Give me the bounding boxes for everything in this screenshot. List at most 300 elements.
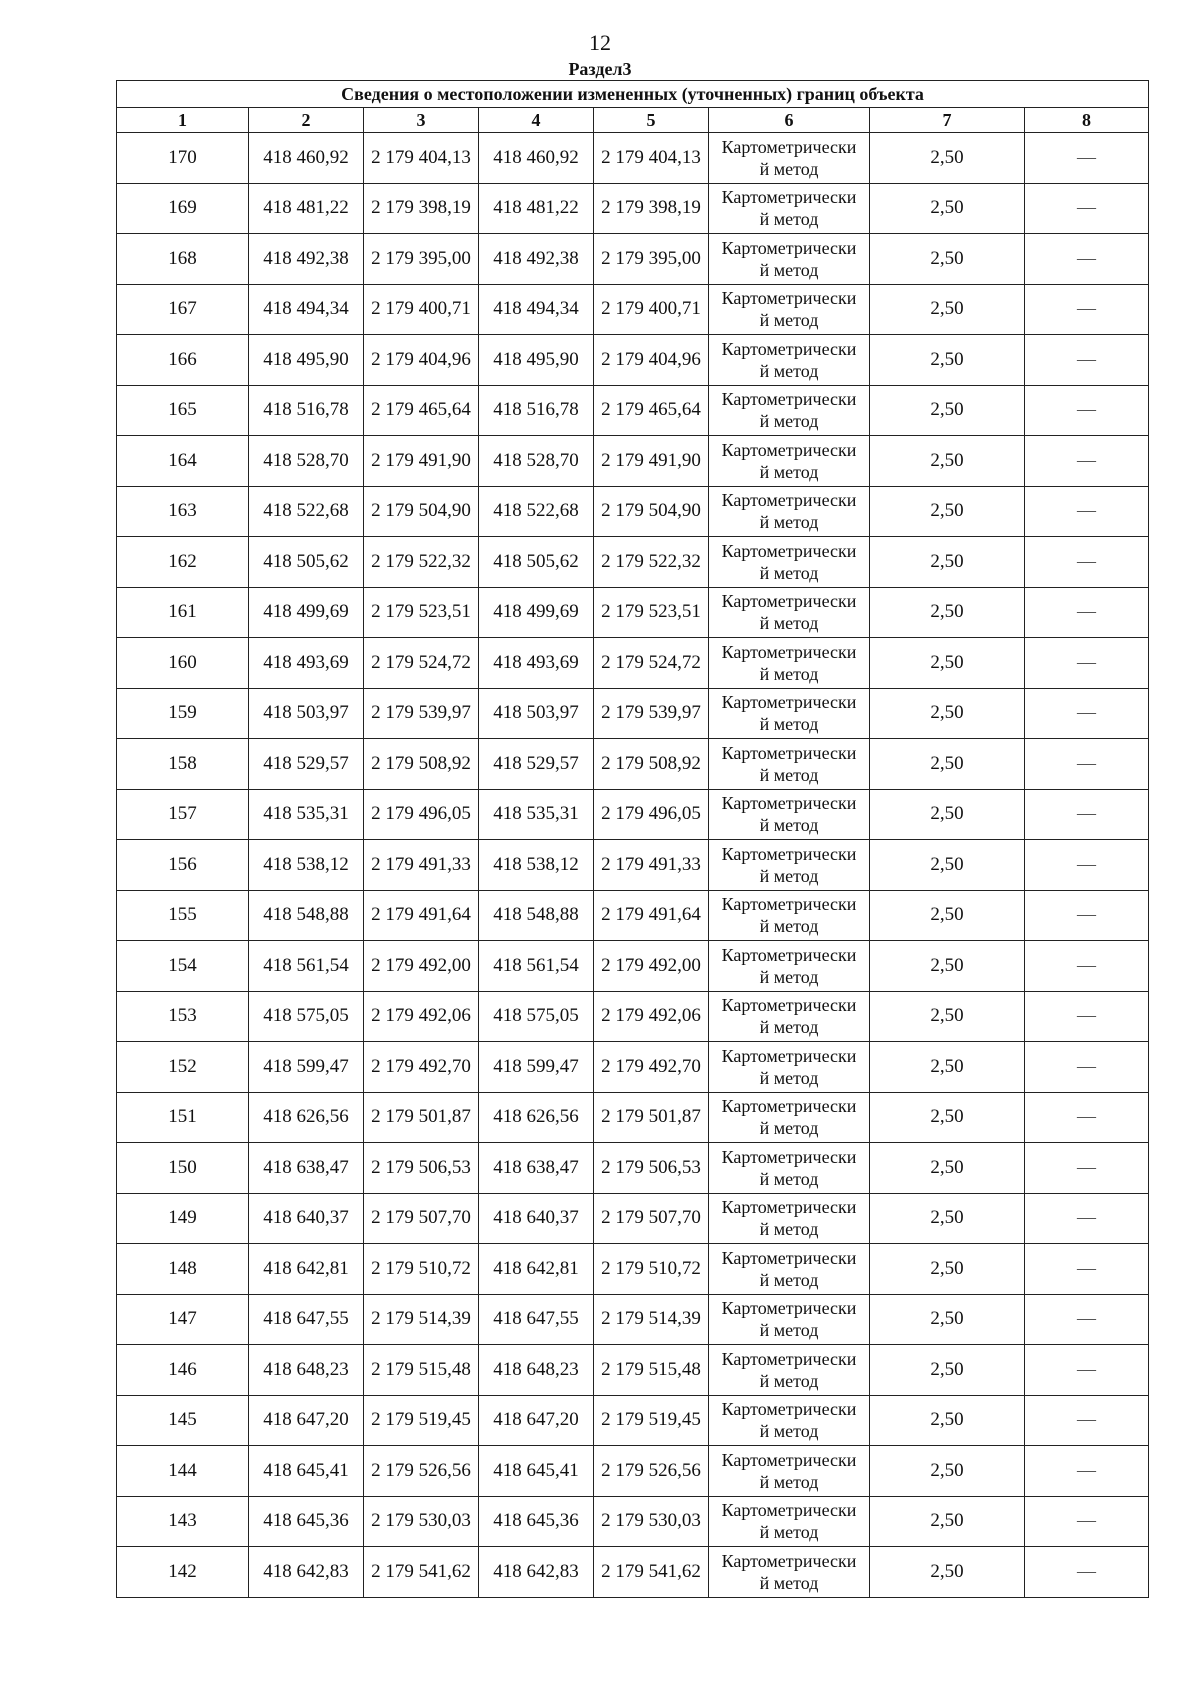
table-row [117,1395,1149,1446]
column-number-row [117,108,1149,133]
description-cell: — [1025,1143,1149,1194]
point-number-cell: 142 [117,1547,249,1598]
x-coordinate-refined-cell: 418 599,47 [479,1042,594,1093]
y-coordinate-refined-cell: 2 179 465,64 [594,385,709,436]
accuracy-cell: 2,50 [870,789,1025,840]
y-coordinate-cell: 2 179 510,72 [364,1244,479,1295]
y-coordinate-cell: 2 179 523,51 [364,587,479,638]
x-coordinate-refined-cell: 418 575,05 [479,991,594,1042]
accuracy-cell: 2,50 [870,638,1025,689]
x-coordinate-cell: 418 642,83 [249,1547,364,1598]
y-coordinate-cell: 2 179 404,96 [364,335,479,386]
method-line-2: й метод [759,1370,819,1391]
point-number-cell: 149 [117,1193,249,1244]
y-coordinate-refined-cell: 2 179 491,33 [594,840,709,891]
description-cell: — [1025,1446,1149,1497]
x-coordinate-cell: 418 548,88 [249,890,364,941]
y-coordinate-refined-cell: 2 179 541,62 [594,1547,709,1598]
table-row [117,1294,1149,1345]
y-coordinate-cell: 2 179 530,03 [364,1496,479,1547]
description-cell: — [1025,284,1149,335]
x-coordinate-refined-cell: 418 495,90 [479,335,594,386]
description-cell: — [1025,486,1149,537]
description-cell: — [1025,133,1149,184]
method-cell [709,1496,870,1547]
method-cell [709,688,870,739]
x-coordinate-cell: 418 575,05 [249,991,364,1042]
point-number-cell: 169 [117,183,249,234]
table-row [117,183,1149,234]
method-line-2: й метод [759,865,819,886]
y-coordinate-cell: 2 179 539,97 [364,688,479,739]
method-line-1: Картометрически [721,1146,857,1167]
table-row [117,789,1149,840]
table-row [117,284,1149,335]
table-row [117,1547,1149,1598]
x-coordinate-refined-cell: 418 648,23 [479,1345,594,1396]
x-coordinate-cell: 418 495,90 [249,335,364,386]
x-coordinate-refined-cell: 418 640,37 [479,1193,594,1244]
x-coordinate-cell: 418 499,69 [249,587,364,638]
y-coordinate-refined-cell: 2 179 398,19 [594,183,709,234]
point-number-cell: 144 [117,1446,249,1497]
method-line-1: Картометрически [721,439,857,460]
point-number-cell: 151 [117,1092,249,1143]
method-line-2: й метод [759,1471,819,1492]
accuracy-cell: 2,50 [870,1345,1025,1396]
method-cell [709,385,870,436]
y-coordinate-refined-cell: 2 179 492,06 [594,991,709,1042]
method-cell [709,789,870,840]
section-label: Раздел3 [568,59,632,79]
method-line-2: й метод [759,1168,819,1189]
method-line-2: й метод [759,815,819,836]
table-row [117,385,1149,436]
x-coordinate-cell: 418 481,22 [249,183,364,234]
method-line-2: й метод [759,1219,819,1240]
method-cell [709,335,870,386]
y-coordinate-cell: 2 179 491,90 [364,436,479,487]
x-coordinate-cell: 418 528,70 [249,436,364,487]
y-coordinate-refined-cell: 2 179 515,48 [594,1345,709,1396]
method-line-2: й метод [759,1118,819,1139]
method-line-2: й метод [759,663,819,684]
y-coordinate-cell: 2 179 514,39 [364,1294,479,1345]
table-row [117,1042,1149,1093]
table-row [117,587,1149,638]
x-coordinate-refined-cell: 418 647,55 [479,1294,594,1345]
y-coordinate-cell: 2 179 526,56 [364,1446,479,1497]
method-line-1: Картометрически [721,389,857,410]
y-coordinate-cell: 2 179 398,19 [364,183,479,234]
column-header: 5 [594,108,709,133]
x-coordinate-cell: 418 638,47 [249,1143,364,1194]
y-coordinate-cell: 2 179 519,45 [364,1395,479,1446]
y-coordinate-refined-cell: 2 179 508,92 [594,739,709,790]
x-coordinate-refined-cell: 418 535,31 [479,789,594,840]
x-coordinate-cell: 418 522,68 [249,486,364,537]
accuracy-cell: 2,50 [870,941,1025,992]
method-line-1: Картометрически [721,1399,857,1420]
method-line-2: й метод [759,259,819,280]
column-header: 8 [1025,108,1149,133]
method-cell [709,284,870,335]
method-line-1: Картометрически [721,641,857,662]
method-line-2: й метод [759,411,819,432]
method-cell [709,234,870,285]
table-row [117,1446,1149,1497]
x-coordinate-refined-cell: 418 626,56 [479,1092,594,1143]
x-coordinate-refined-cell: 418 642,81 [479,1244,594,1295]
accuracy-cell: 2,50 [870,991,1025,1042]
description-cell: — [1025,587,1149,638]
table-row [117,638,1149,689]
description-cell: — [1025,335,1149,386]
point-number-cell: 162 [117,537,249,588]
method-cell [709,941,870,992]
accuracy-cell: 2,50 [870,840,1025,891]
method-line-1: Картометрически [721,1348,857,1369]
point-number-cell: 164 [117,436,249,487]
accuracy-cell: 2,50 [870,284,1025,335]
x-coordinate-cell: 418 645,41 [249,1446,364,1497]
y-coordinate-cell: 2 179 400,71 [364,284,479,335]
y-coordinate-cell: 2 179 404,13 [364,133,479,184]
description-cell: — [1025,1092,1149,1143]
method-line-2: й метод [759,1522,819,1543]
method-line-1: Картометрически [721,1045,857,1066]
method-line-1: Картометрически [721,187,857,208]
accuracy-cell: 2,50 [870,688,1025,739]
point-number-cell: 147 [117,1294,249,1345]
x-coordinate-refined-cell: 418 460,92 [479,133,594,184]
x-coordinate-cell: 418 529,57 [249,739,364,790]
method-line-1: Картометрически [721,1550,857,1571]
method-line-2: й метод [759,158,819,179]
table-row [117,739,1149,790]
x-coordinate-refined-cell: 418 499,69 [479,587,594,638]
table-row [117,133,1149,184]
method-line-2: й метод [759,209,819,230]
method-cell [709,133,870,184]
y-coordinate-refined-cell: 2 179 514,39 [594,1294,709,1345]
y-coordinate-cell: 2 179 515,48 [364,1345,479,1396]
accuracy-cell: 2,50 [870,183,1025,234]
x-coordinate-refined-cell: 418 494,34 [479,284,594,335]
method-line-2: й метод [759,310,819,331]
x-coordinate-cell: 418 492,38 [249,234,364,285]
method-line-1: Картометрически [721,1247,857,1268]
x-coordinate-cell: 418 494,34 [249,284,364,335]
description-cell: — [1025,1042,1149,1093]
method-cell [709,486,870,537]
method-line-1: Картометрически [721,1500,857,1521]
method-cell [709,1395,870,1446]
table-row [117,688,1149,739]
method-line-2: й метод [759,512,819,533]
column-header: 2 [249,108,364,133]
y-coordinate-cell: 2 179 506,53 [364,1143,479,1194]
accuracy-cell: 2,50 [870,486,1025,537]
y-coordinate-refined-cell: 2 179 400,71 [594,284,709,335]
method-line-1: Картометрически [721,742,857,763]
y-coordinate-cell: 2 179 492,00 [364,941,479,992]
y-coordinate-refined-cell: 2 179 492,00 [594,941,709,992]
x-coordinate-cell: 418 535,31 [249,789,364,840]
method-cell [709,1193,870,1244]
accuracy-cell: 2,50 [870,1294,1025,1345]
x-coordinate-cell: 418 505,62 [249,537,364,588]
description-cell: — [1025,1193,1149,1244]
x-coordinate-cell: 418 645,36 [249,1496,364,1547]
y-coordinate-cell: 2 179 541,62 [364,1547,479,1598]
method-line-1: Картометрически [721,591,857,612]
x-coordinate-cell: 418 599,47 [249,1042,364,1093]
description-cell: — [1025,840,1149,891]
x-coordinate-refined-cell: 418 561,54 [479,941,594,992]
method-cell [709,1345,870,1396]
y-coordinate-refined-cell: 2 179 506,53 [594,1143,709,1194]
x-coordinate-refined-cell: 418 548,88 [479,890,594,941]
y-coordinate-refined-cell: 2 179 526,56 [594,1446,709,1497]
x-coordinate-cell: 418 538,12 [249,840,364,891]
accuracy-cell: 2,50 [870,739,1025,790]
y-coordinate-refined-cell: 2 179 404,13 [594,133,709,184]
method-line-2: й метод [759,562,819,583]
y-coordinate-refined-cell: 2 179 395,00 [594,234,709,285]
accuracy-cell: 2,50 [870,537,1025,588]
x-coordinate-refined-cell: 418 645,41 [479,1446,594,1497]
description-cell: — [1025,1496,1149,1547]
accuracy-cell: 2,50 [870,234,1025,285]
method-line-2: й метод [759,966,819,987]
method-cell [709,1092,870,1143]
method-line-1: Картометрически [721,944,857,965]
method-line-1: Картометрически [721,843,857,864]
method-line-2: й метод [759,1269,819,1290]
description-cell: — [1025,436,1149,487]
accuracy-cell: 2,50 [870,335,1025,386]
x-coordinate-cell: 418 642,81 [249,1244,364,1295]
point-number-cell: 153 [117,991,249,1042]
method-cell [709,537,870,588]
x-coordinate-cell: 418 460,92 [249,133,364,184]
table-row [117,335,1149,386]
y-coordinate-refined-cell: 2 179 530,03 [594,1496,709,1547]
y-coordinate-refined-cell: 2 179 404,96 [594,335,709,386]
y-coordinate-cell: 2 179 508,92 [364,739,479,790]
x-coordinate-refined-cell: 418 638,47 [479,1143,594,1194]
description-cell: — [1025,1244,1149,1295]
y-coordinate-cell: 2 179 501,87 [364,1092,479,1143]
method-line-1: Картометрически [721,894,857,915]
x-coordinate-cell: 418 647,55 [249,1294,364,1345]
point-number-cell: 148 [117,1244,249,1295]
method-cell [709,991,870,1042]
x-coordinate-cell: 418 648,23 [249,1345,364,1396]
description-cell: — [1025,1395,1149,1446]
point-number-cell: 159 [117,688,249,739]
x-coordinate-refined-cell: 418 522,68 [479,486,594,537]
x-coordinate-refined-cell: 418 516,78 [479,385,594,436]
table-row [117,1496,1149,1547]
accuracy-cell: 2,50 [870,133,1025,184]
accuracy-cell: 2,50 [870,1395,1025,1446]
method-cell [709,840,870,891]
description-cell: — [1025,537,1149,588]
method-line-1: Картометрически [721,1096,857,1117]
y-coordinate-cell: 2 179 395,00 [364,234,479,285]
x-coordinate-cell: 418 503,97 [249,688,364,739]
y-coordinate-refined-cell: 2 179 510,72 [594,1244,709,1295]
x-coordinate-refined-cell: 418 647,20 [479,1395,594,1446]
method-line-1: Картометрически [721,1449,857,1470]
method-cell [709,587,870,638]
point-number-cell: 170 [117,133,249,184]
x-coordinate-cell: 418 640,37 [249,1193,364,1244]
table-row [117,436,1149,487]
description-cell: — [1025,638,1149,689]
method-line-2: й метод [759,916,819,937]
table-title: Сведения о местоположении измененных (уточненных) границ объекта [117,81,1149,108]
method-line-2: й метод [759,1067,819,1088]
table-row [117,890,1149,941]
column-header: 1 [117,108,249,133]
table-row [117,1193,1149,1244]
column-header: 7 [870,108,1025,133]
x-coordinate-refined-cell: 418 503,97 [479,688,594,739]
accuracy-cell: 2,50 [870,1092,1025,1143]
table-row [117,991,1149,1042]
method-line-1: Картометрически [721,1197,857,1218]
description-cell: — [1025,385,1149,436]
y-coordinate-cell: 2 179 465,64 [364,385,479,436]
y-coordinate-cell: 2 179 507,70 [364,1193,479,1244]
point-number-cell: 160 [117,638,249,689]
description-cell: — [1025,789,1149,840]
method-cell [709,1244,870,1295]
accuracy-cell: 2,50 [870,436,1025,487]
y-coordinate-refined-cell: 2 179 519,45 [594,1395,709,1446]
x-coordinate-cell: 418 647,20 [249,1395,364,1446]
y-coordinate-cell: 2 179 492,70 [364,1042,479,1093]
accuracy-cell: 2,50 [870,587,1025,638]
method-line-2: й метод [759,1320,819,1341]
description-cell: — [1025,1294,1149,1345]
accuracy-cell: 2,50 [870,890,1025,941]
description-cell: — [1025,183,1149,234]
column-header: 3 [364,108,479,133]
method-cell [709,1446,870,1497]
method-line-2: й метод [759,461,819,482]
description-cell: — [1025,739,1149,790]
x-coordinate-cell: 418 561,54 [249,941,364,992]
method-cell [709,739,870,790]
y-coordinate-refined-cell: 2 179 539,97 [594,688,709,739]
method-line-1: Картометрически [721,288,857,309]
table-row [117,234,1149,285]
x-coordinate-refined-cell: 418 645,36 [479,1496,594,1547]
x-coordinate-refined-cell: 418 529,57 [479,739,594,790]
point-number-cell: 145 [117,1395,249,1446]
point-number-cell: 166 [117,335,249,386]
method-cell [709,890,870,941]
method-line-2: й метод [759,714,819,735]
accuracy-cell: 2,50 [870,1446,1025,1497]
x-coordinate-refined-cell: 418 642,83 [479,1547,594,1598]
description-cell: — [1025,1345,1149,1396]
x-coordinate-refined-cell: 418 481,22 [479,183,594,234]
point-number-cell: 163 [117,486,249,537]
accuracy-cell: 2,50 [870,1042,1025,1093]
description-cell: — [1025,941,1149,992]
y-coordinate-refined-cell: 2 179 524,72 [594,638,709,689]
method-line-1: Картометрически [721,490,857,511]
table-row [117,1244,1149,1295]
accuracy-cell: 2,50 [870,1496,1025,1547]
method-line-2: й метод [759,360,819,381]
point-number-cell: 156 [117,840,249,891]
method-line-1: Картометрически [721,136,857,157]
point-number-cell: 152 [117,1042,249,1093]
method-cell [709,1042,870,1093]
point-number-cell: 161 [117,587,249,638]
point-number-cell: 167 [117,284,249,335]
table-row [117,1345,1149,1396]
method-cell [709,183,870,234]
method-line-1: Картометрически [721,338,857,359]
method-line-1: Картометрически [721,237,857,258]
y-coordinate-cell: 2 179 504,90 [364,486,479,537]
y-coordinate-cell: 2 179 522,32 [364,537,479,588]
method-line-1: Картометрически [721,540,857,561]
y-coordinate-refined-cell: 2 179 492,70 [594,1042,709,1093]
accuracy-cell: 2,50 [870,1143,1025,1194]
point-number-cell: 155 [117,890,249,941]
x-coordinate-refined-cell: 418 492,38 [479,234,594,285]
x-coordinate-refined-cell: 418 505,62 [479,537,594,588]
y-coordinate-refined-cell: 2 179 501,87 [594,1092,709,1143]
y-coordinate-cell: 2 179 491,64 [364,890,479,941]
method-cell [709,436,870,487]
table-row [117,1092,1149,1143]
table-row [117,941,1149,992]
method-line-1: Картометрически [721,1298,857,1319]
method-line-1: Картометрически [721,692,857,713]
column-header: 6 [709,108,870,133]
x-coordinate-cell: 418 516,78 [249,385,364,436]
method-line-2: й метод [759,764,819,785]
table-row [117,486,1149,537]
y-coordinate-cell: 2 179 496,05 [364,789,479,840]
table-row [117,1143,1149,1194]
point-number-cell: 150 [117,1143,249,1194]
method-cell [709,1294,870,1345]
point-number-cell: 158 [117,739,249,790]
accuracy-cell: 2,50 [870,1244,1025,1295]
accuracy-cell: 2,50 [870,385,1025,436]
method-line-2: й метод [759,1572,819,1593]
method-line-2: й метод [759,1421,819,1442]
method-line-2: й метод [759,613,819,634]
description-cell: — [1025,991,1149,1042]
description-cell: — [1025,1547,1149,1598]
description-cell: — [1025,688,1149,739]
accuracy-cell: 2,50 [870,1547,1025,1598]
y-coordinate-refined-cell: 2 179 491,64 [594,890,709,941]
method-cell [709,1547,870,1598]
boundary-coordinates-table [116,80,1149,1598]
